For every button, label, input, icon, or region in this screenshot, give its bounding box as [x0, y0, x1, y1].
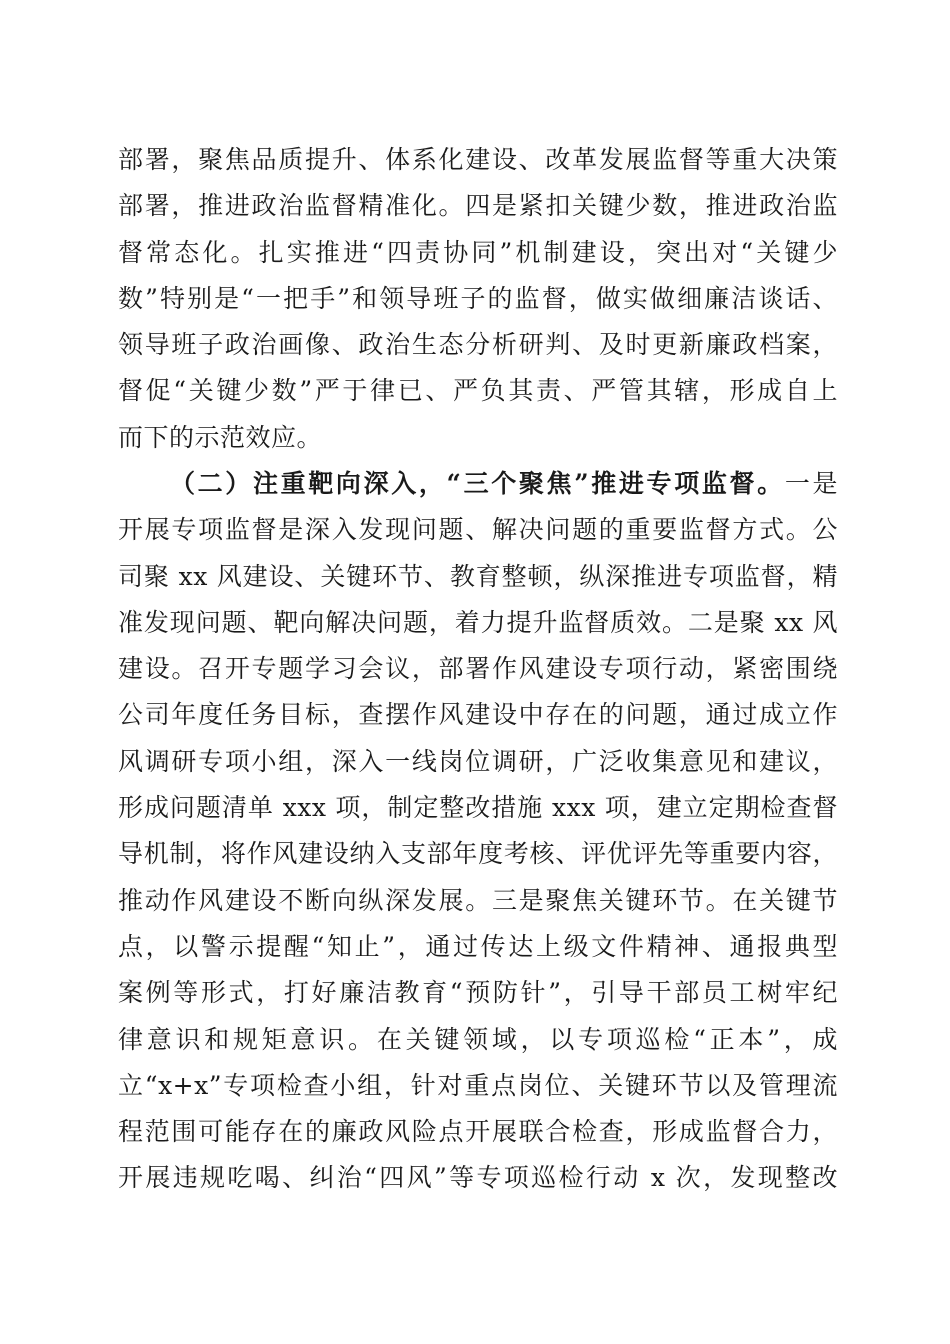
- text-line: 司聚 xx 风建设、关键环节、教育整顿，纵深推进专项监督，精: [118, 561, 838, 591]
- text-line: 督常态化。扎实推进“四责协同”机制建设，突出对“关键少: [118, 237, 838, 267]
- text-line: 程范围可能存在的廉政风险点开展联合检查，形成监督合力，: [118, 1117, 838, 1147]
- text-line: 督促“关键少数”严于律已、严负其责、严管其辖，形成自上: [118, 376, 838, 406]
- text-line: 准发现问题、靶向解决问题，着力提升监督质效。二是聚 xx 风: [118, 607, 838, 637]
- section-heading-tail: 一是: [784, 469, 838, 498]
- text-line: 部署，聚焦品质提升、体系化建设、改革发展监督等重大决策: [118, 145, 838, 174]
- section-heading: （二）注重靶向深入，“三个聚焦”推进专项监督。: [170, 469, 785, 498]
- text-line: 领导班子政治画像、政治生态分析研判、及时更新廉政档案，: [118, 330, 838, 360]
- text-line: 立“x+x”专项检查小组，针对重点岗位、关键环节以及管理流: [118, 1070, 838, 1100]
- section-heading-line: [118, 461, 838, 507]
- text-line: 开展专项监督是深入发现问题、解决问题的重要监督方式。公: [118, 515, 838, 545]
- paragraph-2: [118, 461, 838, 1202]
- text-line: 风调研专项小组，深入一线岗位调研，广泛收集意见和建议，: [118, 746, 838, 776]
- text-line: 律意识和规矩意识。在关键领域，以专项巡检“正本”，成: [118, 1024, 838, 1054]
- text-line: 案例等形式，打好廉洁教育“预防针”，引导干部员工树牢纪: [118, 978, 838, 1008]
- text-line: 点，以警示提醒“知止”，通过传达上级文件精神、通报典型: [118, 931, 838, 961]
- text-line: 公司年度任务目标，查摆作风建设中存在的问题，通过成立作: [118, 700, 838, 730]
- text-line: 数”特别是“一把手”和领导班子的监督，做实做细廉洁谈话、: [118, 283, 838, 313]
- text-line: 建设。召开专题学习会议，部署作风建设专项行动，紧密围绕: [118, 654, 838, 684]
- text-line: 开展违规吃喝、纠治“四风”等专项巡检行动 x 次，发现整改: [118, 1163, 838, 1193]
- text-line: 导机制，将作风建设纳入支部年度考核、评优评先等重要内容，: [118, 839, 838, 869]
- paragraph-1: [118, 137, 838, 461]
- text-line: 推动作风建设不断向纵深发展。三是聚焦关键环节。在关键节: [118, 885, 838, 915]
- text-line: 部署，推进政治监督精准化。四是紧扣关键少数，推进政治监: [118, 191, 838, 221]
- text-line: 形成问题清单 xxx 项，制定整改措施 xxx 项，建立定期检查督: [118, 793, 838, 823]
- text-line: 而下的示范效应。: [118, 422, 323, 452]
